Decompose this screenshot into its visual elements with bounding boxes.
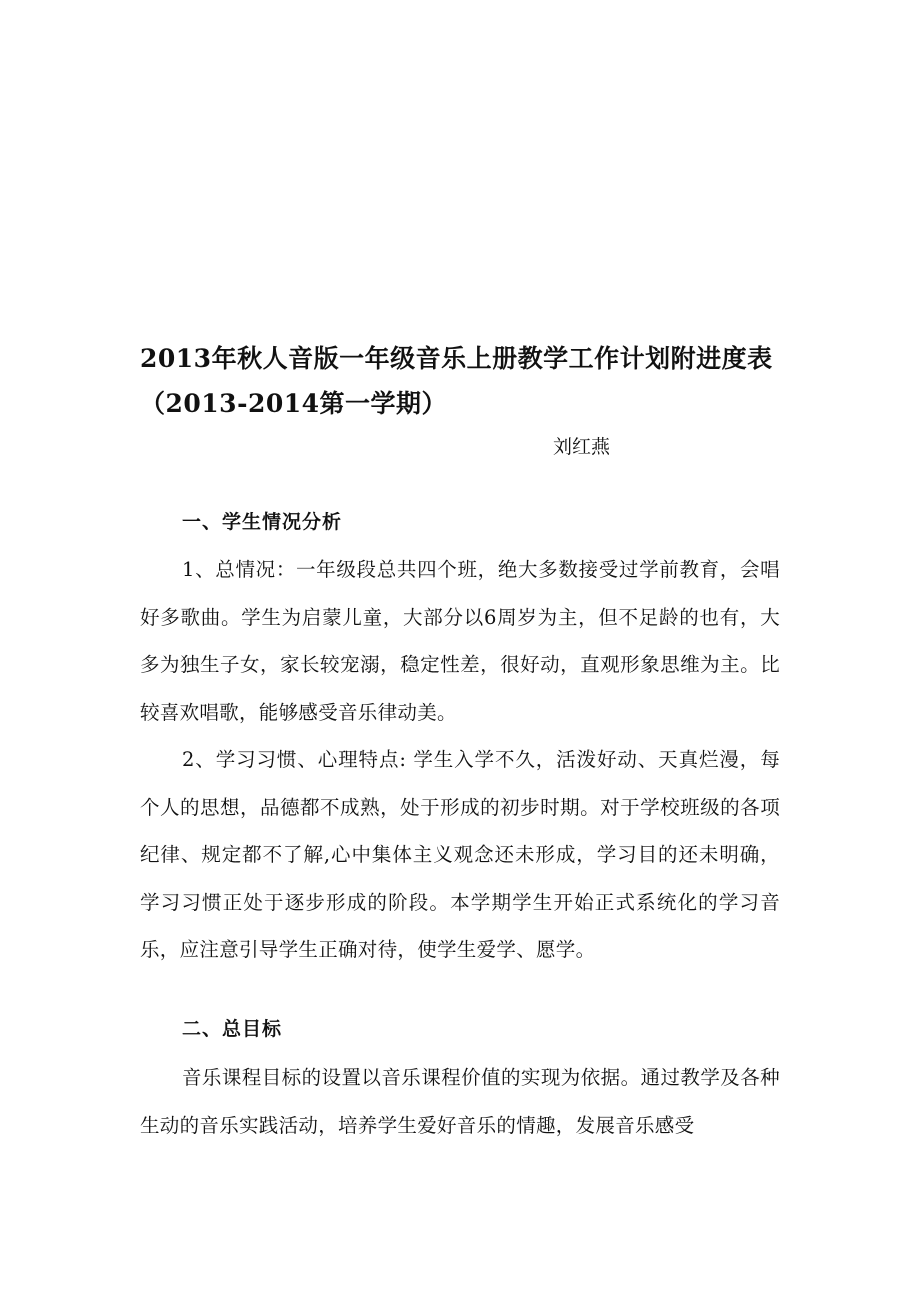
paragraph-goals-intro: 音乐课程目标的设置以音乐课程价值的实现为依据。通过教学及各种生动的音乐实践活动，培养学生爱好音乐的情趣，发展音乐感受 <box>140 1066 780 1137</box>
document-title <box>140 336 800 426</box>
section-heading-overall-goals: 二、总目标 <box>182 1018 283 1040</box>
paragraph-learning-habits: 2、学习习惯、心理特点: 学生入学不久，活泼好动、天真烂漫，每个人的思想，品德都不成熟，处于形成的初步时期。对于学校班级的各项纪律、规定都不了解,心中集体主义观念还未形成，学习目的还未明确，学习习惯正处于逐步形成的阶段。本学期学生开始正式系统化的学习音乐，应注意引导学生正确对待，使学生爱学、愿学。 <box>140 748 780 961</box>
title-line-2: （2013-2014第一学期） <box>140 389 448 418</box>
title-line-1: 2013年秋人音版一年级音乐上册教学工作计划附进度表 <box>140 344 773 373</box>
section-heading-student-analysis: 一、学生情况分析 <box>182 511 343 533</box>
author-name: 刘红燕 <box>553 436 611 458</box>
paragraph-overall-situation: 1、总情况：一年级段总共四个班，绝大多数接受过学前教育，会唱好多歌曲。学生为启蒙儿童，大部分以6周岁为主，但不足龄的也有，大多为独生子女，家长较宠溺，稳定性差，很好动，直观形象思维为主。比较喜欢唱歌，能够感受音乐律动美。 <box>140 558 780 724</box>
